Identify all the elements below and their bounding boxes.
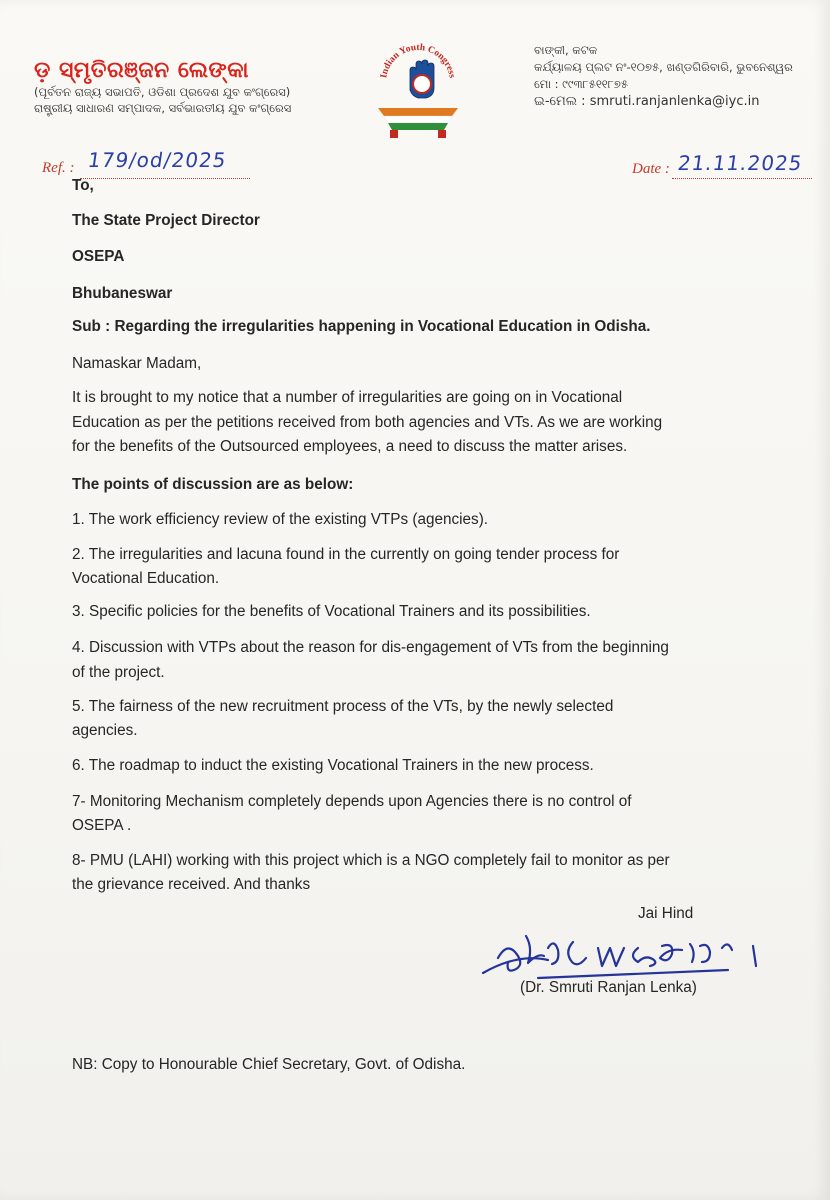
point-2-line-2: Vocational Education. [72, 570, 220, 587]
address-line-2: କର୍ଯ୍ୟାଳୟ ପ୍ଲଟ ନଂ-୧୦୭୫, ଖଣ୍ଡଗିରିବାରି, ଭୁବନେଶ୍ୱର [534, 60, 793, 74]
date-label: Date : [632, 161, 670, 177]
letterhead-name: ଡ଼ ସ୍ମୃତିରଞ୍ଜନ ଲେଙ୍କା [34, 58, 250, 83]
point-3: 3. Specific policies for the benefits of Vocational Trainers and its possibilities. [72, 603, 591, 620]
phone-number: ମୋ : ୯୯୩୮୫୧୧୮୭୫ [534, 77, 629, 91]
hand-icon [410, 60, 434, 98]
letterhead-left [34, 58, 364, 116]
point-6: 6. The roadmap to induct the existing Vocational Trainers in the new process. [72, 757, 594, 774]
recipient-title: The State Project Director [72, 212, 260, 229]
signatory-name: (Dr. Smruti Ranjan Lenka) [520, 979, 697, 996]
point-1: 1. The work efficiency review of the existing VTPs (agencies). [72, 511, 489, 528]
paragraph-line: It is brought to my notice that a number of irregularities are going on in Vocational [72, 389, 623, 406]
letterhead-contact [534, 42, 814, 110]
paragraph-line: Education as per the petitions received from both agencies and VTs. As we are working [72, 414, 663, 431]
address-line-1: ବାଙ୍କୀ, କଟକ [534, 43, 598, 57]
point-4-line-1: 4. Discussion with VTPs about the reason for dis-engagement of VTs from the beginning [72, 639, 669, 656]
point-7-line-2: OSEPA . [72, 817, 132, 834]
point-7-line-1: 7- Monitoring Mechanism completely depends upon Agencies there is no control of [72, 793, 632, 810]
salutation-to: To, [72, 177, 94, 194]
ref-value: 179/od/2025 [86, 148, 229, 172]
point-8-line-1: 8- PMU (LAHI) working with this project which is a NGO completely fail to monitor as per [72, 852, 670, 869]
ref-dotline [80, 178, 250, 179]
points-heading: The points of discussion are as below: [72, 476, 354, 493]
point-2-line-1: 2. The irregularities and lacuna found in the currently on going tender process for [72, 546, 620, 563]
date-dotline [672, 178, 812, 179]
youth-congress-logo [368, 30, 468, 140]
point-5-line-2: agencies. [72, 722, 138, 739]
date-value: 21.11.2025 [676, 151, 805, 175]
letterhead-subtitle-1: (ପୂର୍ବତନ ରାଜ୍ୟ ସଭାପତି, ଓଡିଶା ପ୍ରଦେଶ ଯୁବ କଂଗ୍ରେସ) [34, 85, 291, 99]
letterhead-subtitle-2: ରାଷ୍ଟ୍ରୀୟ ସାଧାରଣ ସମ୍ପାଦକ, ସର୍ବଭାରତୀୟ ଯୁବ କଂଗ୍ରେସ [34, 101, 292, 115]
point-4-line-2: of the project. [72, 664, 165, 681]
subject-line: Sub : Regarding the irregularities happening in Vocational Education in Odisha. [72, 318, 651, 335]
nb-note: NB: Copy to Honourable Chief Secretary, Govt. of Odisha. [72, 1056, 466, 1073]
paragraph-line: for the benefits of the Outsourced employees, a need to discuss the matter arises. [72, 438, 628, 455]
recipient-city: Bhubaneswar [72, 285, 173, 302]
greeting: Namaskar Madam, [72, 355, 202, 372]
point-5-line-1: 5. The fairness of the new recruitment process of the VTs, by the newly selected [72, 698, 614, 715]
ref-label: Ref. : [42, 160, 75, 176]
recipient-org: OSEPA [72, 248, 125, 265]
point-8-line-2: the grievance received. And thanks [72, 876, 311, 893]
logo-text: Indian Youth Congress [379, 42, 457, 79]
closing: Jai Hind [638, 905, 694, 922]
email-address: ଇ-ମେଲ : smruti.ranjanlenka@iyc.in [534, 94, 760, 109]
